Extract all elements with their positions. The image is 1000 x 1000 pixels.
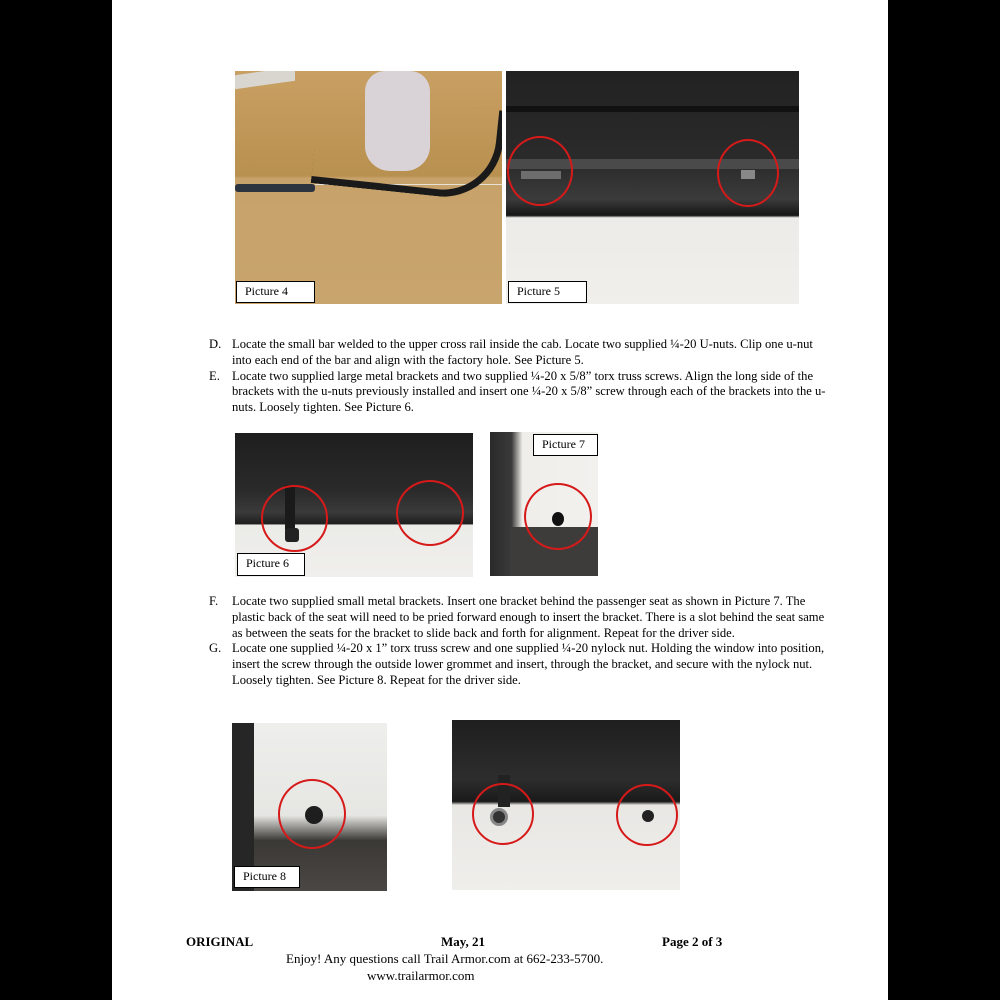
footer-contact: Enjoy! Any questions call Trail Armor.com at 662-233-5700. bbox=[286, 951, 604, 966]
step-label: D. bbox=[209, 337, 222, 351]
step-label: E. bbox=[209, 368, 220, 383]
highlight-circle bbox=[472, 783, 534, 845]
step-f bbox=[209, 594, 829, 641]
step-d bbox=[209, 337, 829, 369]
step-label: F. bbox=[209, 594, 219, 608]
picture-4-caption: Picture 4 bbox=[236, 281, 315, 303]
picture-6-caption: Picture 6 bbox=[237, 553, 305, 576]
highlight-circle bbox=[717, 139, 779, 207]
picture-7-caption: Picture 7 bbox=[533, 434, 598, 456]
step-text: Locate two supplied large metal brackets and two supplied ¼-20 x 5/8” torx truss screws. Align the long side of the brackets with the u-nuts previously installed and insert one ¼-20 x 5/8” screw through each of the brackets into the u-nuts. Loosely tighten. See Picture 6. bbox=[232, 368, 826, 415]
footer-date: May, 21 bbox=[441, 934, 486, 949]
footer-website: www.trailarmor.com bbox=[367, 968, 475, 983]
highlight-circle bbox=[524, 483, 592, 550]
seal-strip bbox=[235, 184, 315, 192]
step-text: Locate the small bar welded to the upper cross rail inside the cab. Locate two supplied ¼-20 U-nuts. Clip one u-nut into each end of the bar and align with the factory hole. See Picture 5. bbox=[232, 337, 813, 367]
step-text: Locate one supplied ¼-20 x 1” torx truss screw and one supplied ¼-20 nylock nut. Holding the window into position, insert the screw through the outside lower grommet and insert, through the bracket, and secure with the nylock nut. Loosely tighten. See Picture 8. Repeat for the driver side. bbox=[232, 641, 825, 687]
highlight-circle bbox=[616, 784, 678, 846]
highlight-circle bbox=[396, 480, 464, 546]
step-label: G. bbox=[209, 641, 222, 656]
hand bbox=[365, 71, 430, 171]
footer-status: ORIGINAL bbox=[186, 934, 254, 949]
highlight-circle bbox=[278, 779, 346, 849]
photo-picture-4 bbox=[235, 71, 502, 304]
step-g bbox=[209, 641, 829, 688]
highlight-circle bbox=[507, 136, 573, 206]
instruction-list-de bbox=[209, 337, 829, 416]
highlight-circle bbox=[261, 485, 328, 552]
step-e bbox=[209, 369, 829, 416]
instruction-list-fg bbox=[209, 594, 829, 689]
footer-page-number: Page 2 of 3 bbox=[662, 934, 723, 949]
step-text: Locate two supplied small metal brackets. Insert one bracket behind the passenger seat as shown in Picture 7. The plastic back of the seat will need to be pried forward enough to insert the bracket. There is a slot behind the seat same as between the seats for the bracket to slide back and forth for alignment. Repeat for the driver side. bbox=[232, 594, 825, 640]
picture-5-caption: Picture 5 bbox=[508, 281, 587, 303]
picture-8-caption: Picture 8 bbox=[234, 866, 300, 888]
